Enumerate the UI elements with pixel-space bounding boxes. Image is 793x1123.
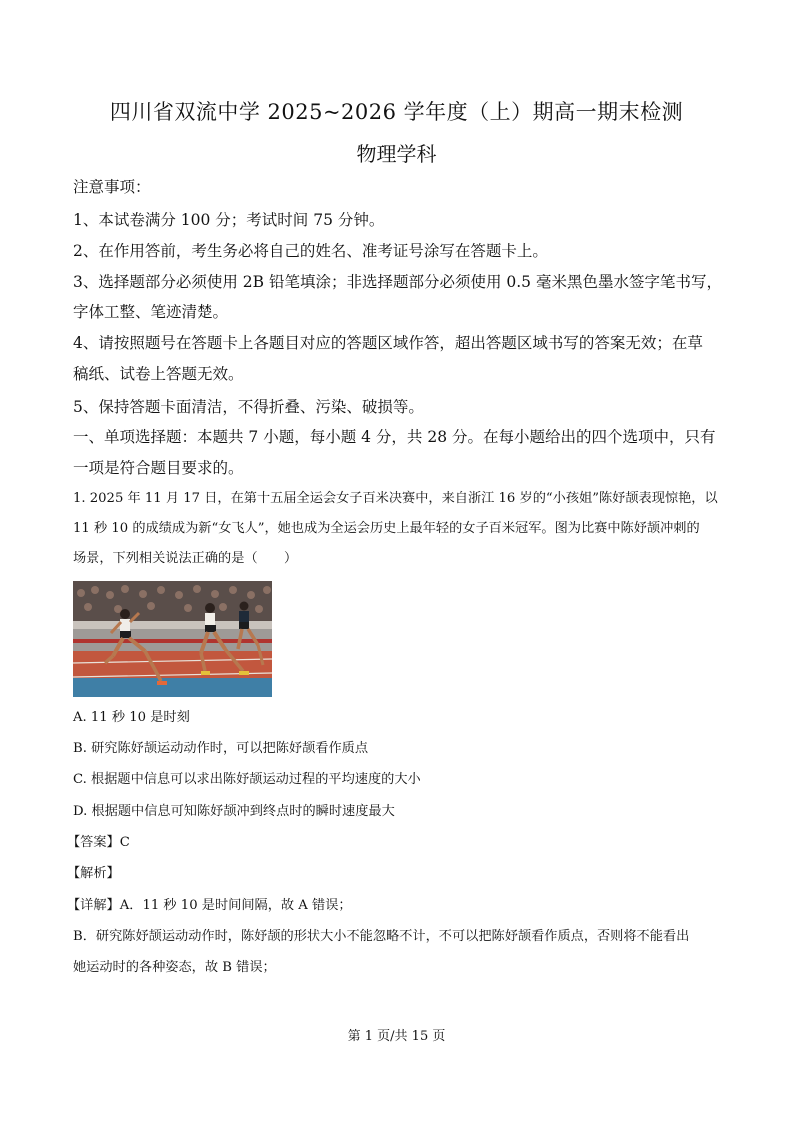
section-heading: 一、单项选择题：本题共 7 小题，每小题 4 分，共 28 分。在每小题给出的四个选项中，只有: [73, 428, 716, 446]
answer-label: 【答案】C: [67, 835, 130, 850]
question-stem: 1. 2025 年 11 月 17 日，在第十五届全运会女子百米决赛中，来自浙江 16 岁的“小孩姐”陈妤颉表现惊艳，以: [73, 491, 718, 506]
exam-subtitle: 物理学科: [356, 142, 437, 166]
section-heading-cont: 一项是符合题目要求的。: [73, 459, 244, 477]
detail-line: 【详解】A．11 秒 10 是时间间隔，故 A 错误；: [67, 898, 352, 913]
page-footer: 第 1 页/共 15 页: [347, 1029, 446, 1044]
note-item: 3、选择题部分必须使用 2B 铅笔填涂；非选择题部分必须使用 0.5 毫米黑色墨水签字笔书写，: [73, 273, 722, 291]
question-stem: 场景，下列相关说法正确的是（ ）: [73, 551, 298, 566]
detail-line: B．研究陈妤颉运动动作时，陈妤颉的形状大小不能忽略不计，不可以把陈妤颉看作质点，否则将不能看出: [73, 929, 690, 944]
note-item: 稿纸、试卷上答题无效。: [73, 365, 244, 383]
note-item: 5、保持答题卡面清洁，不得折叠、污染、破损等。: [73, 398, 424, 416]
option-c: C. 根据题中信息可以求出陈妤颉运动过程的平均速度的大小: [73, 772, 421, 787]
note-item: 4、请按照题号在答题卡上各题目对应的答题区域作答，超出答题区域书写的答案无效；在草: [73, 334, 703, 352]
question-stem: 11 秒 10 的成绩成为新“女飞人”，她也成为全运会历史上最年轻的女子百米冠军。图为比赛中陈妤颉冲刺的: [73, 521, 700, 536]
notes-heading: 注意事项：: [73, 178, 151, 196]
note-item: 2、在作用答前，考生务必将自己的姓名、准考证号涂写在答题卡上。: [73, 242, 548, 260]
detail-line: 她运动时的各种姿态，故 B 错误；: [73, 960, 276, 975]
option-a: A. 11 秒 10 是时刻: [73, 710, 190, 725]
option-d: D. 根据题中信息可知陈妤颉冲到终点时的瞬时速度最大: [73, 804, 395, 819]
analysis-label: 【解析】: [67, 866, 120, 881]
note-item: 1、本试卷满分 100 分；考试时间 75 分钟。: [73, 211, 385, 229]
sprint-photo: [73, 581, 272, 697]
note-item: 字体工整、笔迹清楚。: [73, 303, 229, 321]
sprint-photo-image: [73, 581, 272, 697]
option-b: B. 研究陈妤颉运动动作时，可以把陈妤颉看作质点: [73, 741, 369, 756]
exam-title: 四川省双流中学 2025~2026 学年度（上）期高一期末检测: [109, 100, 684, 124]
